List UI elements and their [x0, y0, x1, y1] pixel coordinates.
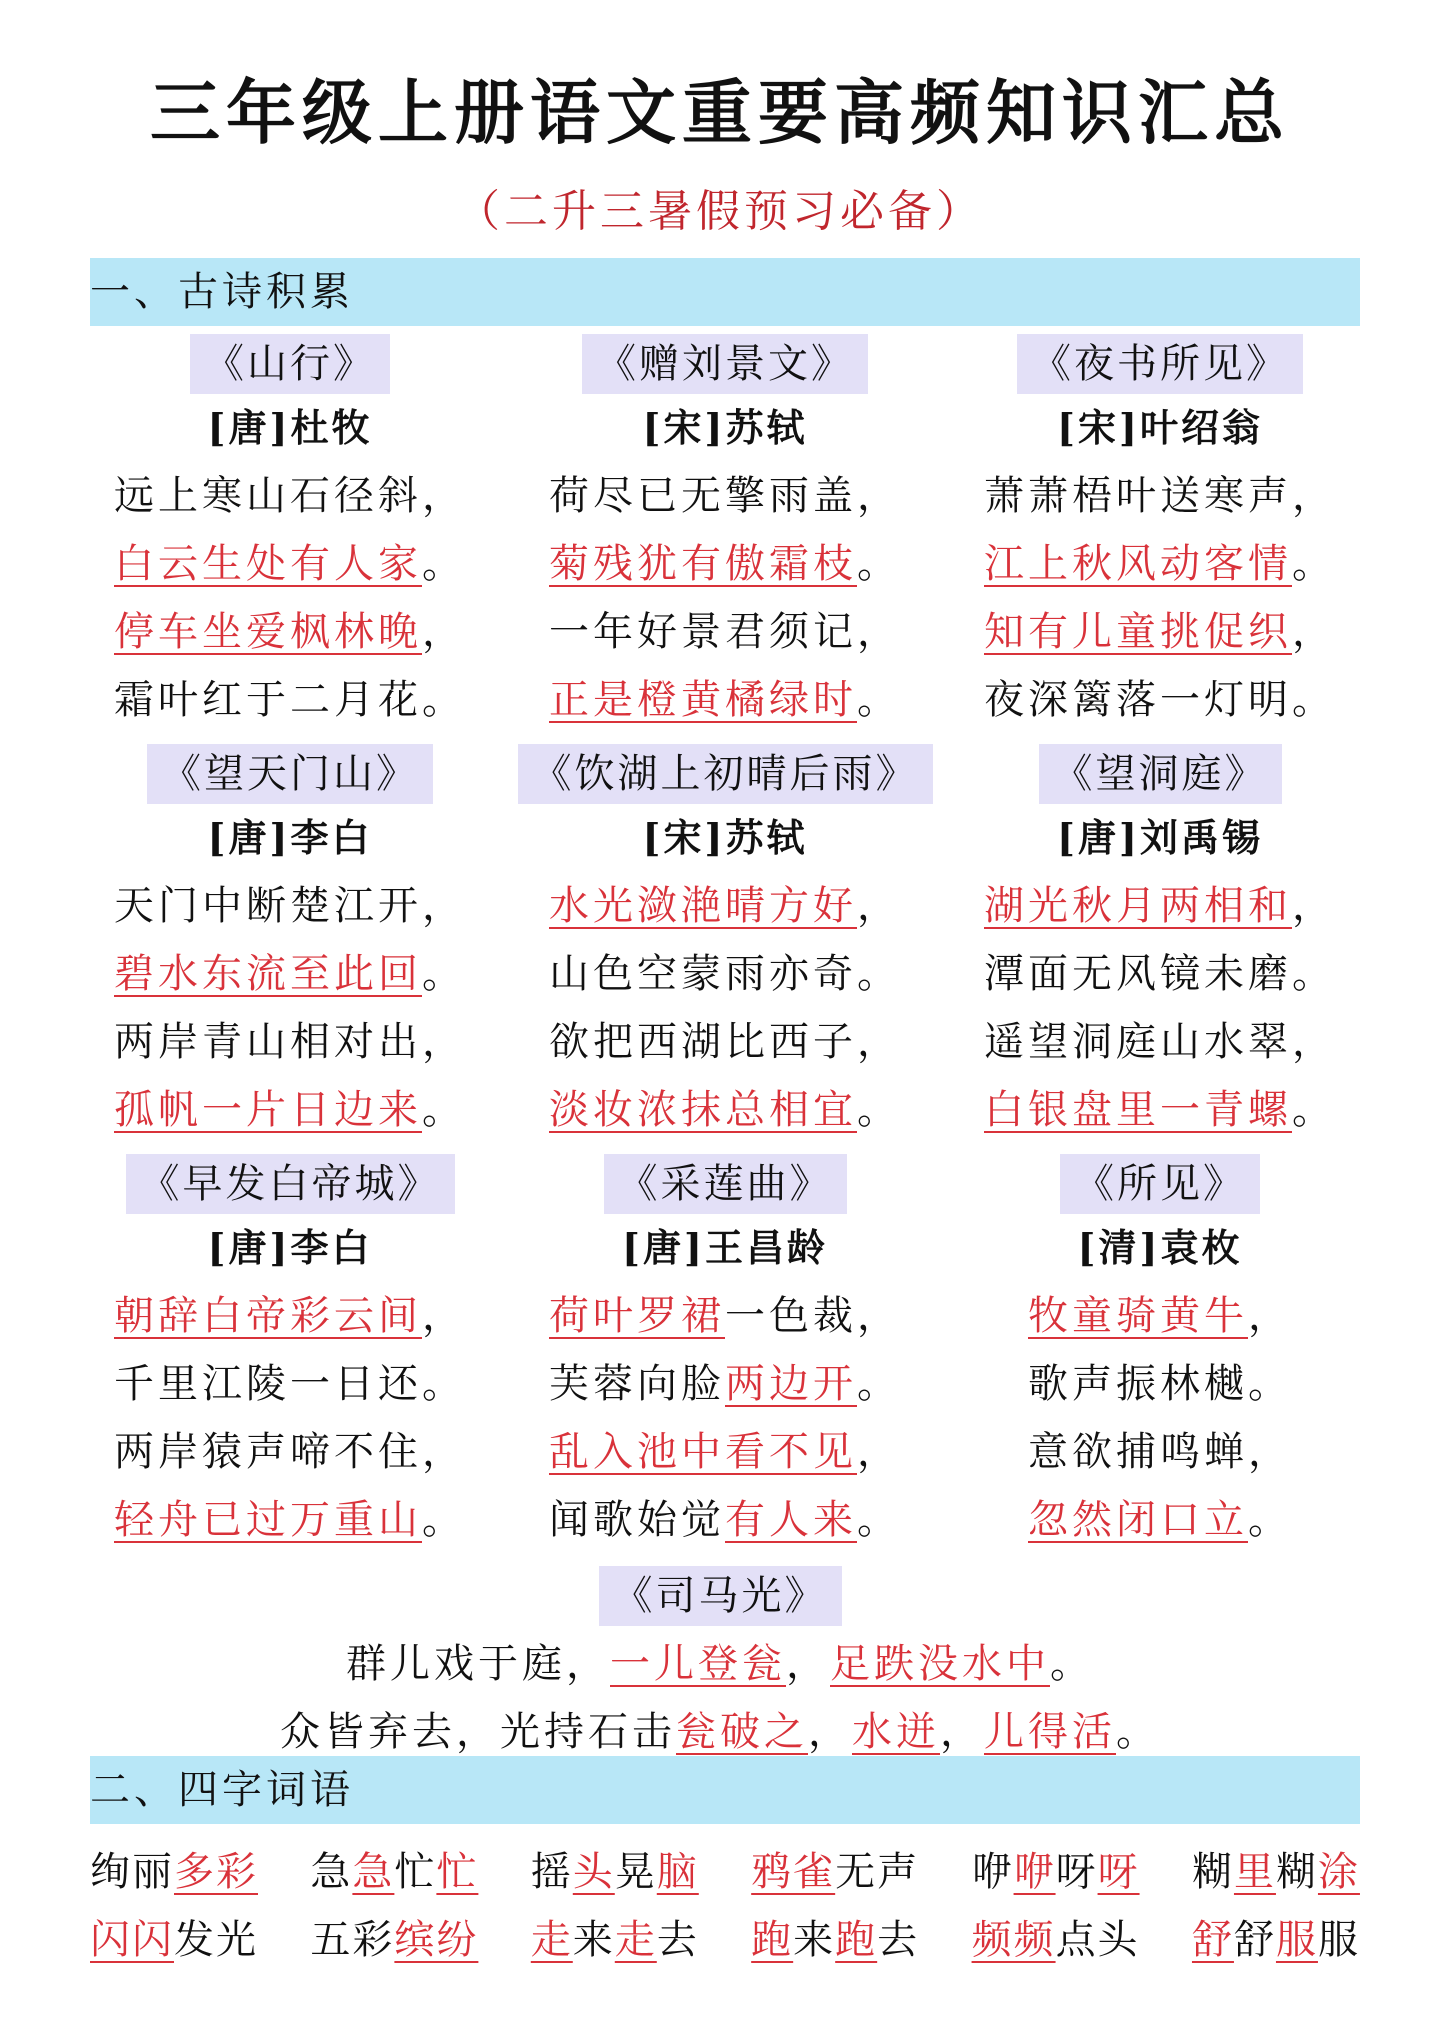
text-segment: 夜深篱落一灯明 [984, 677, 1292, 723]
text-segment: 山色空蒙雨亦奇 [549, 951, 857, 997]
poem-author: [唐]杜牧 [207, 405, 373, 450]
poem-title-row [70, 740, 510, 804]
highlighted-text: 荷叶罗裙 [549, 1293, 725, 1339]
poem-title-row [70, 330, 510, 394]
highlighted-text: 白云生处有人家 [114, 541, 422, 587]
poem-title: 《山行》 [190, 334, 390, 394]
poem-title: 《采莲曲》 [604, 1154, 847, 1214]
text-segment: 远上寒山石径斜 [114, 473, 422, 519]
highlighted-text: 舒 [1191, 1917, 1234, 1963]
poem-line [505, 1076, 945, 1144]
text-segment: ， [1292, 473, 1336, 519]
text-segment: ， [1292, 883, 1336, 929]
text-segment: 。 [422, 951, 466, 997]
text-segment: 来 [572, 1917, 615, 1963]
text-segment: 去 [877, 1917, 920, 1963]
poem-line [940, 598, 1380, 666]
poem-line [505, 598, 945, 666]
text-segment: ， [422, 1019, 466, 1065]
highlighted-text: 头 [572, 1849, 615, 1895]
text-segment: 糊 [1191, 1849, 1234, 1895]
highlighted-text: 一儿登瓮 [610, 1641, 786, 1687]
text-segment: 。 [1050, 1641, 1094, 1687]
text-segment: 晃 [614, 1849, 657, 1895]
highlighted-text: 急 [352, 1849, 395, 1895]
highlighted-text: 正是橙黄橘绿时 [549, 677, 857, 723]
highlighted-text: 碧水东流至此回 [114, 951, 422, 997]
poem-line [505, 1008, 945, 1076]
text-segment: 咿 [971, 1849, 1014, 1895]
poem-line [70, 462, 510, 530]
text-segment: 。 [422, 1361, 466, 1407]
text-segment: 千里江陵一日还 [114, 1361, 422, 1407]
poem-line [940, 940, 1380, 1008]
text-segment: 霜叶红于二月花 [114, 677, 422, 723]
poem-line [70, 1418, 510, 1486]
text-segment: 。 [422, 1497, 466, 1543]
highlighted-text: 知有儿童挑促织 [984, 609, 1292, 655]
poem-line [940, 462, 1380, 530]
text-segment: 。 [857, 1497, 901, 1543]
highlighted-text: 轻舟已过万重山 [114, 1497, 422, 1543]
poem-author: [清]袁枚 [1077, 1225, 1243, 1270]
highlighted-text: 鸦雀 [751, 1849, 836, 1895]
text-segment: 。 [422, 1087, 466, 1133]
highlighted-text: 脑 [656, 1849, 699, 1895]
poem-line [505, 872, 945, 940]
idiom-item [751, 1906, 919, 1974]
highlighted-text: 水迸 [852, 1709, 940, 1755]
page-title: 三年级上册语文重要高频知识汇总 [150, 71, 1290, 154]
idiom-item [310, 1906, 478, 1974]
text-segment: 。 [1116, 1709, 1160, 1755]
poem-line [70, 1350, 510, 1418]
text-segment: 群儿戏于庭， [346, 1641, 610, 1687]
page-subtitle: （二升三暑假预习必备） [456, 186, 984, 237]
highlighted-text: 足跌没水中 [830, 1641, 1050, 1687]
text-segment: 。 [1292, 951, 1336, 997]
poem-title: 《司马光》 [599, 1566, 842, 1626]
poem-line [70, 1282, 510, 1350]
poem-title: 《所见》 [1060, 1154, 1260, 1214]
poem-line [70, 872, 510, 940]
idiom-item [531, 1906, 699, 1974]
text-segment: ， [422, 609, 466, 655]
poem-line [940, 1008, 1380, 1076]
poem-title-row [505, 740, 945, 804]
poem-author: [唐]刘禹锡 [1057, 815, 1263, 860]
text-segment: 。 [422, 677, 466, 723]
text-segment: 天门中断楚江开 [114, 883, 422, 929]
poem-line [940, 872, 1380, 940]
highlighted-text: 水光潋滟晴方好 [549, 883, 857, 929]
poem-title: 《早发白帝城》 [126, 1154, 455, 1214]
text-segment: 去 [656, 1917, 699, 1963]
poem-line [70, 1486, 510, 1554]
highlighted-text: 两边开 [725, 1361, 857, 1407]
text-segment: 。 [1292, 1087, 1336, 1133]
text-segment: ， [857, 473, 901, 519]
highlighted-text: 白银盘里一青螺 [984, 1087, 1292, 1133]
poem-line [505, 666, 945, 734]
poem-title: 《望天门山》 [147, 744, 433, 804]
idiom-item [751, 1838, 919, 1906]
text-segment: 潭面无风镜未磨 [984, 951, 1292, 997]
poem-block [940, 330, 1380, 734]
text-segment: 糊 [1275, 1849, 1318, 1895]
poem-line [70, 666, 510, 734]
poem-line [505, 462, 945, 530]
highlighted-text: 牧童骑黄牛 [1028, 1293, 1248, 1339]
idiom-item [1192, 1906, 1360, 1974]
idiom-item [531, 1838, 699, 1906]
highlighted-text: 跑 [751, 1917, 794, 1963]
poem-block [70, 740, 510, 1144]
text-segment: 萧萧梧叶送寒声 [984, 473, 1292, 519]
poem-block [940, 1150, 1380, 1554]
text-segment: 。 [857, 1087, 901, 1133]
text-segment: 歌声振林樾。 [1028, 1361, 1292, 1407]
text-segment: 两岸猿声啼不住 [114, 1429, 422, 1475]
highlighted-text: 儿得活 [984, 1709, 1116, 1755]
poem-block [70, 330, 510, 734]
text-segment: 意欲捕鸣蝉， [1028, 1429, 1292, 1475]
highlighted-text: 里 [1233, 1849, 1276, 1895]
highlighted-text: 停车坐爱枫林晚 [114, 609, 422, 655]
poem-line [505, 940, 945, 1008]
poem-block [505, 740, 945, 1144]
poem-author: [宋]叶绍翁 [1057, 405, 1263, 450]
highlighted-text: 多彩 [174, 1849, 258, 1895]
poem-line [505, 530, 945, 598]
poem-author: [宋]苏轼 [642, 405, 808, 450]
text-segment: 急 [310, 1849, 353, 1895]
text-segment: 。 [1292, 541, 1336, 587]
poem-line [940, 1418, 1380, 1486]
text-segment: 。 [857, 1361, 901, 1407]
highlighted-text: 咿 [1013, 1849, 1056, 1895]
highlighted-text: 频频 [971, 1917, 1056, 1963]
idiom-item [90, 1838, 258, 1906]
highlighted-text: 缤纷 [394, 1917, 479, 1963]
text-segment: 一年好景君须记 [549, 609, 857, 655]
highlighted-text: 江上秋风动客情 [984, 541, 1292, 587]
highlighted-text: 涂 [1317, 1849, 1360, 1895]
text-segment: ， [422, 473, 466, 519]
poem-line [70, 598, 510, 666]
poem-title-row [505, 330, 945, 394]
text-segment: ， [1292, 609, 1336, 655]
idiom-item [1192, 1838, 1360, 1906]
poem-title-row [940, 740, 1380, 804]
highlighted-text: 湖光秋月两相和 [984, 883, 1292, 929]
text-segment: 闻歌始觉 [549, 1497, 725, 1543]
idiom-item [972, 1906, 1140, 1974]
text-segment: 一色裁， [725, 1293, 901, 1339]
text-segment: ， [808, 1709, 852, 1755]
highlighted-text: 跑 [835, 1917, 878, 1963]
text-segment: 五彩 [310, 1917, 395, 1963]
poem-title: 《饮湖上初晴后雨》 [518, 744, 933, 804]
text-segment: 点头 [1055, 1917, 1140, 1963]
text-segment: 。 [422, 541, 466, 587]
poem-line [940, 666, 1380, 734]
text-segment: ， [1292, 1019, 1336, 1065]
text-segment: 。 [1248, 1497, 1292, 1543]
highlighted-text: 有人来 [725, 1497, 857, 1543]
text-segment: ， [940, 1709, 984, 1755]
highlighted-text: 瓮破之 [676, 1709, 808, 1755]
poem-author: [唐]王昌龄 [622, 1225, 828, 1270]
prose-line [0, 1630, 1440, 1698]
text-segment: 荷尽已无擎雨盖 [549, 473, 857, 519]
text-segment: 两岸青山相对出 [114, 1019, 422, 1065]
highlighted-text: 闪闪 [90, 1917, 174, 1963]
poem-title-row [940, 330, 1380, 394]
highlighted-text: 孤帆一片日边来 [114, 1087, 422, 1133]
poem-line [505, 1486, 945, 1554]
poem-line [70, 1076, 510, 1144]
text-segment: ， [422, 1293, 466, 1339]
text-segment: 舒 [1233, 1917, 1276, 1963]
highlighted-text: 乱入池中看不见 [549, 1429, 857, 1475]
poem-line [505, 1350, 945, 1418]
poem-line [505, 1418, 945, 1486]
text-segment: 。 [857, 951, 901, 997]
poem-line [940, 1282, 1380, 1350]
text-segment: 。 [857, 677, 901, 723]
text-segment: 来 [793, 1917, 836, 1963]
idiom-item [310, 1838, 478, 1906]
idiom-row [90, 1906, 1360, 1974]
text-segment: 。 [1292, 677, 1336, 723]
text-segment: ， [422, 883, 466, 929]
text-segment: 呀 [1055, 1849, 1098, 1895]
poem-line [940, 1076, 1380, 1144]
poem-block [505, 1150, 945, 1554]
text-segment: 无声 [835, 1849, 920, 1895]
text-segment: ， [786, 1641, 830, 1687]
text-segment: 服 [1317, 1917, 1360, 1963]
idiom-item [90, 1906, 258, 1974]
poem-block [505, 330, 945, 734]
text-segment: 发光 [174, 1917, 258, 1963]
poem-block [940, 740, 1380, 1144]
idiom-item [972, 1838, 1140, 1906]
poem-line [70, 1008, 510, 1076]
highlighted-text: 呀 [1097, 1849, 1140, 1895]
poem-block [70, 1150, 510, 1554]
text-segment: ， [422, 1429, 466, 1475]
poem-title: 《赠刘景文》 [582, 334, 868, 394]
highlighted-text: 淡妆浓抹总相宜 [549, 1087, 857, 1133]
poem-simaguang [0, 1562, 1440, 1626]
text-segment: 众皆弃去，光持石击 [280, 1709, 676, 1755]
poem-author: [唐]李白 [207, 1225, 373, 1270]
poem-line [70, 530, 510, 598]
highlighted-text: 走 [530, 1917, 573, 1963]
highlighted-text: 走 [614, 1917, 657, 1963]
text-segment: ， [857, 1429, 901, 1475]
highlighted-text: 服 [1275, 1917, 1318, 1963]
poem-title-row [505, 1150, 945, 1214]
text-segment: ， [857, 1019, 901, 1065]
poem-line [505, 1282, 945, 1350]
highlighted-text: 菊残犹有傲霜枝 [549, 541, 857, 587]
highlighted-text: 忽然闭口立 [1028, 1497, 1248, 1543]
poem-author: [宋]苏轼 [642, 815, 808, 860]
text-segment: 遥望洞庭山水翠 [984, 1019, 1292, 1065]
idiom-row [90, 1838, 1360, 1906]
text-segment: 摇 [530, 1849, 573, 1895]
text-segment: 欲把西湖比西子 [549, 1019, 857, 1065]
poem-line [940, 530, 1380, 598]
text-segment: 芙蓉向脸 [549, 1361, 725, 1407]
text-segment: ， [857, 609, 901, 655]
text-segment: ， [1248, 1293, 1292, 1339]
section-header-poems: 一、古诗积累 [90, 258, 1360, 326]
poem-title-row [70, 1150, 510, 1214]
text-segment: ， [857, 883, 901, 929]
highlighted-text: 朝辞白帝彩云间 [114, 1293, 422, 1339]
text-segment: 绚丽 [90, 1849, 174, 1895]
poem-author: [唐]李白 [207, 815, 373, 860]
poem-line [940, 1350, 1380, 1418]
poem-title: 《望洞庭》 [1039, 744, 1282, 804]
section-header-idioms: 二、四字词语 [90, 1756, 1360, 1824]
text-segment: 。 [857, 541, 901, 587]
poem-line [940, 1486, 1380, 1554]
poem-line [70, 940, 510, 1008]
highlighted-text: 忙 [436, 1849, 479, 1895]
poem-title-row [940, 1150, 1380, 1214]
poem-title: 《夜书所见》 [1017, 334, 1303, 394]
text-segment: 忙 [394, 1849, 437, 1895]
